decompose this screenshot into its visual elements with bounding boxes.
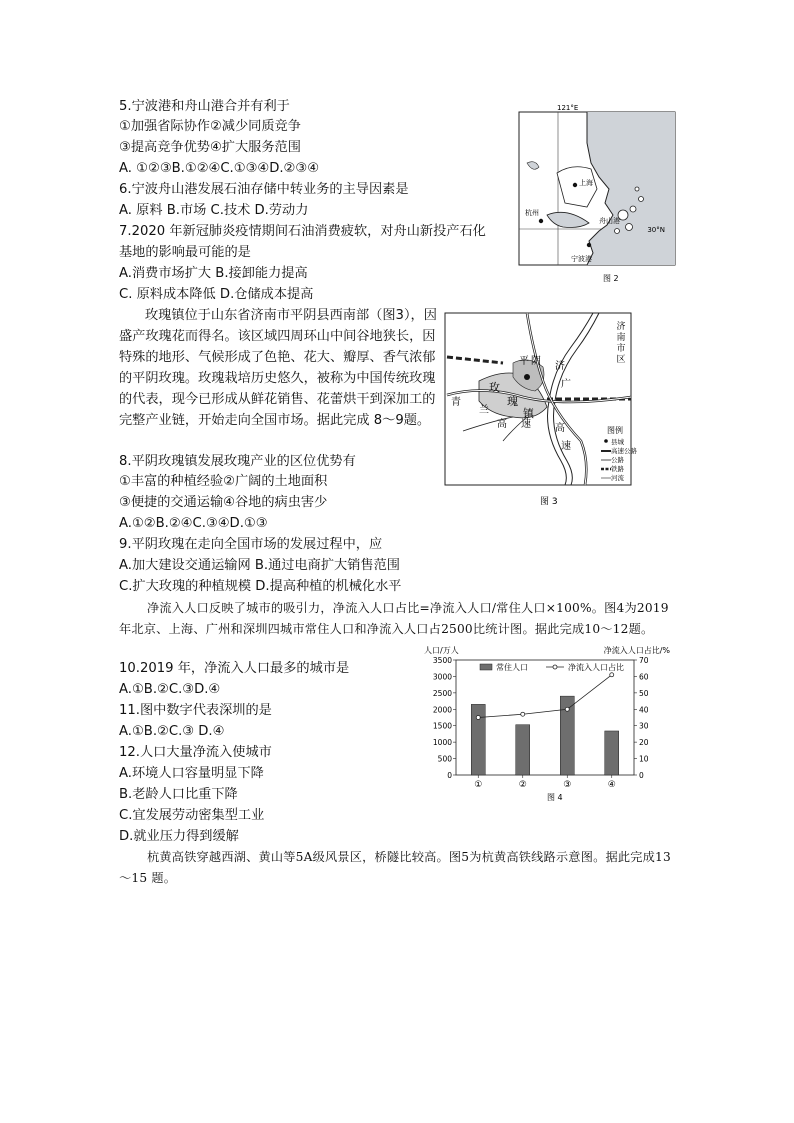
- legend-county: 县城: [611, 438, 624, 446]
- q5-choices: A. ①②③B.①②④C.①③④D.②③④: [119, 161, 320, 176]
- q9-choices-1: A.加大建设交通运输网 B.通过电商扩大销售范围: [119, 558, 400, 573]
- bar-resident-population: [471, 704, 485, 775]
- x-tick-label: ③: [563, 780, 572, 790]
- legend-title: 图例: [607, 426, 623, 435]
- bar-resident-population: [605, 731, 619, 775]
- island-mark: [639, 197, 644, 202]
- figure-2-map: [517, 103, 677, 288]
- q6-stem: 6.宁波舟山港发展石油存储中转业务的主导因素是: [119, 182, 409, 197]
- point-net-inflow-ratio: [476, 716, 480, 720]
- ningbo-label: 宁波港: [571, 255, 592, 263]
- legend-highway: 高速公路: [611, 447, 637, 455]
- qingdao-label-1: 青: [451, 397, 461, 408]
- q9-stem: 9.平阴玫瑰在走向全国市场的发展过程中，应: [119, 537, 383, 552]
- pingyin-label-2: 阴: [531, 356, 541, 367]
- q11-stem: 11.图中数字代表深圳的是: [119, 703, 272, 718]
- jinan-label-3: 市: [616, 344, 626, 354]
- figure-4-caption: 图 4: [547, 793, 563, 802]
- y-left-tick-label: 3500: [432, 656, 452, 665]
- legend-line-marker: [553, 665, 557, 669]
- q12-choice-d: D.就业压力得到缓解: [119, 829, 239, 844]
- pingyin-county-dot: [524, 374, 530, 380]
- y-left-tick-label: 2000: [432, 705, 452, 715]
- shanghai-label: 上海: [579, 179, 593, 187]
- population-intro-paragraph: 净流入人口反映了城市的吸引力，净流入人口占比=净流入人口/常住人口×100%。图4为2019年北京、上海、广州和深圳四城市常住人口和净流入人口占2500比统计图。据此完成10～12题。: [119, 601, 669, 636]
- gaosu-left-label-1: 高: [497, 419, 507, 430]
- pingyin-label-1: 平: [519, 356, 529, 367]
- zhoushan-label: 舟山港: [599, 217, 620, 225]
- q10-choices: A.①B.②C.③D.④: [119, 682, 221, 697]
- q5-options-1: ①加强省际协作②减少同质竞争: [119, 119, 301, 134]
- qingdao-label-2: 兰: [479, 405, 489, 416]
- rose-town-label-1: 玫: [489, 381, 500, 394]
- island-mark: [630, 206, 636, 212]
- q5-options-2: ③提高竞争优势④扩大服务范围: [119, 140, 301, 155]
- island-mark: [615, 229, 620, 234]
- figure-4-chart: [422, 644, 672, 804]
- y-left-tick-label: 2500: [432, 688, 452, 698]
- x-tick-label: ②: [518, 780, 527, 790]
- q8-options-2: ③便捷的交通运输④谷地的病虫害少: [119, 495, 328, 510]
- y-right-tick-label: 60: [639, 672, 649, 682]
- q7-choices-1: A.消费市场扩大 B.接卸能力提高: [119, 266, 308, 281]
- point-net-inflow-ratio: [521, 712, 525, 716]
- shanghai-dot: [573, 183, 577, 187]
- gaosu-right-label-1: 高: [555, 423, 565, 434]
- point-net-inflow-ratio: [565, 707, 569, 711]
- q10-stem: 10.2019 年，净流入人口最多的城市是: [119, 661, 350, 676]
- figure-3-caption: 图 3: [540, 497, 558, 507]
- q8-options-1: ①丰富的种植经验②广阔的土地面积: [119, 474, 328, 489]
- jinan-label-1: 济: [616, 322, 626, 332]
- y-left-tick-label: 1000: [432, 738, 452, 748]
- q12-choice-a: A.环境人口容量明显下降: [119, 766, 264, 781]
- rose-town-label-2: 瑰: [507, 395, 518, 408]
- legend-road: 公路: [611, 456, 624, 464]
- hangzhou-label: 杭州: [525, 209, 539, 217]
- gaosu-left-label-2: 速: [521, 419, 531, 430]
- q9-choices-2: C.扩大玫瑰的种植规模 D.提高种植的机械化水平: [119, 579, 402, 594]
- q5-stem: 5.宁波港和舟山港合并有利于: [119, 99, 290, 114]
- ningbo-dot: [587, 243, 591, 247]
- legend-line-label: 净流入人口占比: [568, 663, 624, 672]
- y-right-tick-label: 30: [639, 721, 649, 731]
- y-right-tick-label: 50: [639, 688, 649, 698]
- y-left-tick-label: 0: [447, 771, 452, 780]
- latitude-label: 30°N: [647, 226, 665, 234]
- island-mark: [635, 187, 639, 191]
- point-net-inflow-ratio: [610, 673, 614, 677]
- jinan-label-2: 南: [616, 333, 626, 343]
- legend-river: 河流: [611, 474, 624, 482]
- y-left-tick-label: 3000: [432, 672, 452, 682]
- y-right-tick-label: 70: [639, 656, 649, 665]
- x-tick-label: ④: [607, 780, 616, 790]
- x-tick-label: ①: [474, 780, 483, 790]
- y-right-tick-label: 10: [639, 754, 649, 764]
- y-right-tick-label: 0: [639, 771, 644, 780]
- railway-intro-paragraph: 杭黄高铁穿越西湖、黄山等5A级风景区，桥隧比较高。图5为杭黄高铁线路示意图。据此完成13～15 题。: [119, 850, 671, 885]
- q8-stem: 8.平阴玫瑰镇发展玫瑰产业的区位优势有: [119, 454, 356, 469]
- q7-choices-2: C. 原料成本降低 D.仓储成本提高: [119, 287, 314, 302]
- y-left-tick-label: 1500: [432, 721, 452, 731]
- legend-railway: 铁路: [611, 465, 624, 473]
- y-left-tick-label: 500: [437, 754, 452, 764]
- jinan-label-4: 区: [616, 355, 626, 365]
- chart-ylabel-left: 人口/万人: [424, 646, 459, 655]
- y-right-tick-label: 20: [639, 738, 649, 748]
- legend-bar-label: 常住人口: [496, 663, 528, 672]
- bar-resident-population: [516, 725, 530, 775]
- figure-2-caption: 图 2: [603, 274, 619, 283]
- jiguang-label-2: 广: [561, 379, 571, 390]
- q6-choices: A. 原料 B.市场 C.技术 D.劳动力: [119, 203, 309, 218]
- q7-stem-2: 基地的影响最可能的是: [119, 245, 251, 260]
- gaosu-right-label-2: 速: [561, 441, 571, 452]
- y-right-tick-label: 40: [639, 705, 649, 715]
- q11-choices: A.①B.②C.③ D.④: [119, 724, 225, 739]
- rose-intro-paragraph: 玫瑰镇位于山东省济南市平阴县西南部（图3），因盛产玫瑰花而得名。该区域四周环山中间谷地狭长，因特殊的地形、气候形成了色艳、花大、瓣厚、香气浓郁的平阴玫瑰。玫瑰栽培历史悠久，被称为中国传统玫瑰的代表，现今已形成从鲜花销售、花蕾烘干到深加工的完整产业链，开始走向全国市场。据此完成 8～9题。: [119, 308, 437, 428]
- longitude-label: 121°E: [557, 104, 579, 112]
- jiguang-label-1: 济: [555, 361, 565, 372]
- q12-stem: 12.人口大量净流入使城市: [119, 745, 272, 760]
- chart-ylabel-right: 净流入人口占比/%: [603, 646, 670, 655]
- q12-choice-b: B.老龄人口比重下降: [119, 787, 238, 802]
- q7-stem-1: 7.2020 年新冠肺炎疫情期间石油消费疲软，对舟山新投产石化: [119, 224, 486, 239]
- q8-choices: A.①②B.②④C.③④D.①③: [119, 516, 268, 531]
- q12-choice-c: C.宜发展劳动密集型工业: [119, 808, 265, 823]
- hangzhou-dot: [539, 219, 543, 223]
- figure-3-map: [443, 311, 639, 508]
- legend-bar-swatch: [480, 664, 492, 670]
- island-mark: [626, 224, 633, 231]
- rose-town-label-3: 镇: [523, 407, 534, 420]
- legend-county-icon: [604, 439, 608, 443]
